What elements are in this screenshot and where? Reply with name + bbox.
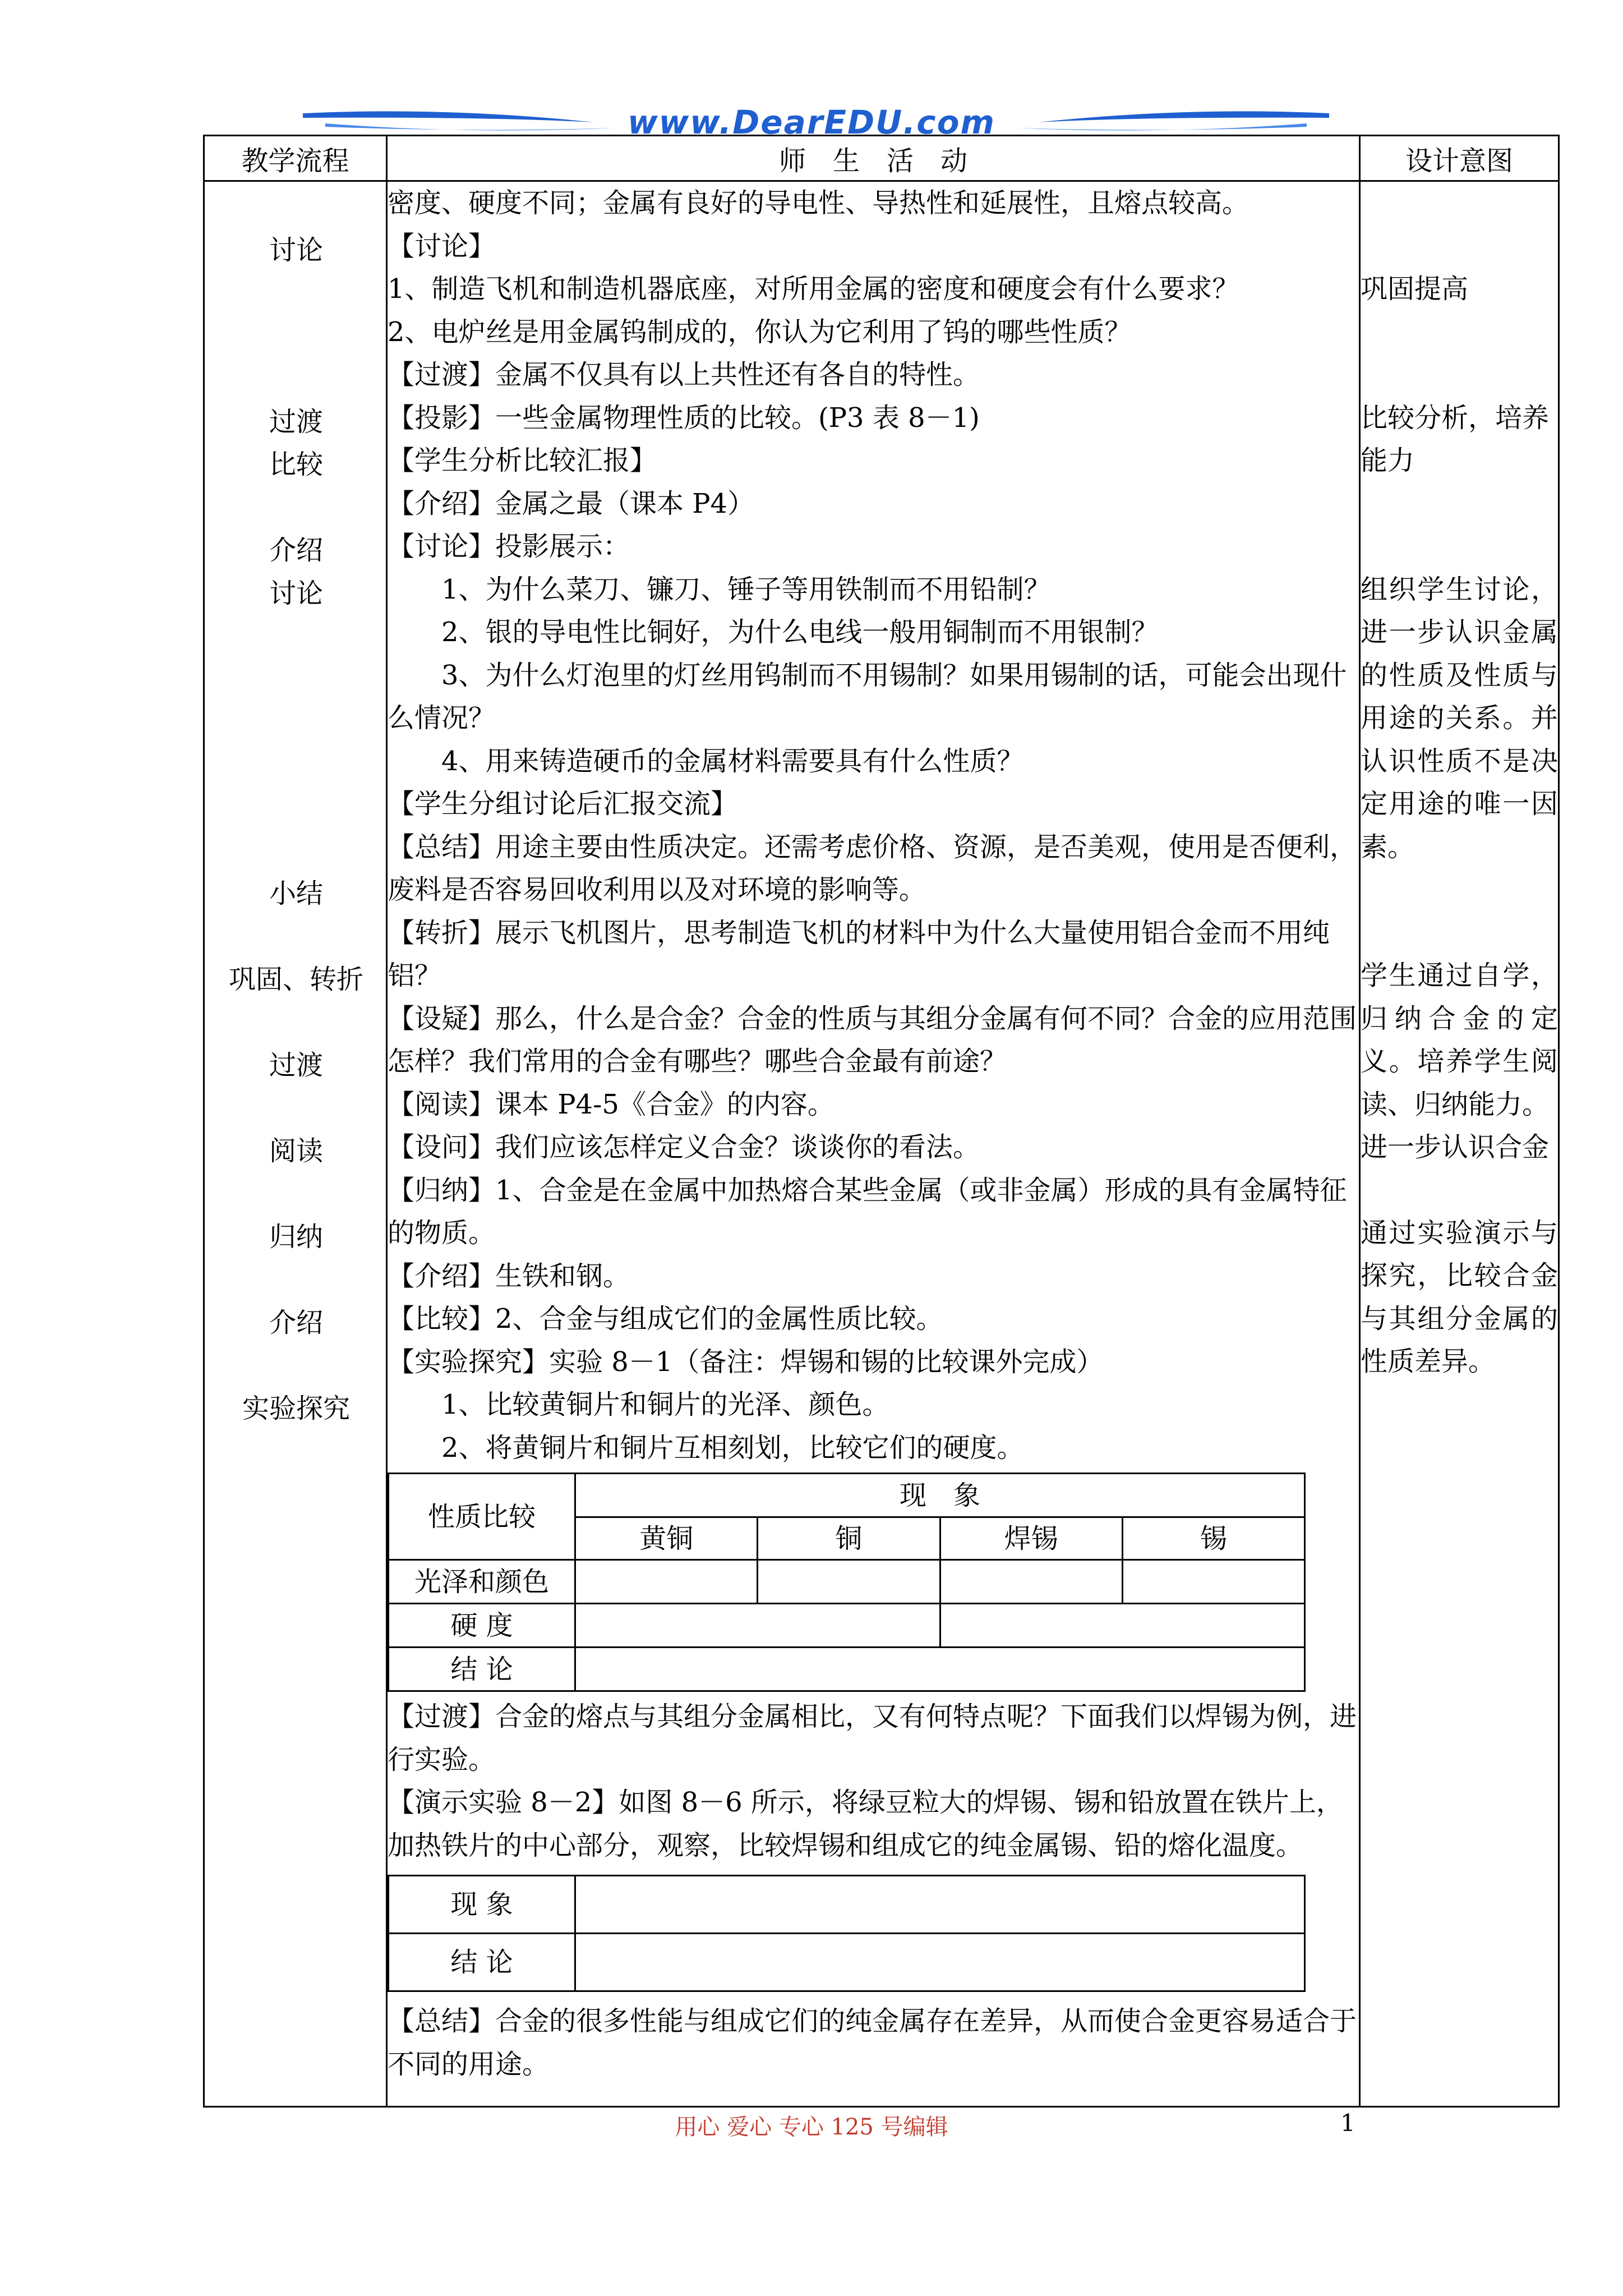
activity-line: 【实验探究】实验 8－1（备注：焊锡和锡的比较课外完成） [388,1346,1104,1378]
flow-label: 过渡 [269,406,323,438]
activity-cell [387,181,1360,2107]
activity-line: 【比较】2、合金与组成它们的金属性质比较。 [388,1303,943,1335]
compare-table [388,1473,1306,1692]
flow-cell [204,181,387,2107]
activity-line: 4、用来铸造硬币的金属材料需要具有什么性质？ [441,745,1024,777]
intent-text: 通过实验演示与探究，比较合金与其组分金属的性质差异。 [1361,1217,1558,1377]
lesson-plan-table [203,135,1560,2108]
flow-label: 阅读 [269,1135,323,1167]
activity-line: 【讨论】投影展示： [388,531,630,562]
activity-line: 【学生分析比较汇报】 [388,445,657,476]
compare-col-header: 锡 [1122,1517,1304,1560]
page-number: 1 [1340,2109,1355,2137]
flow-label: 巩固、转折 [228,964,363,995]
footer-text: 用心 爱心 专心 125 号编辑 [675,2114,948,2140]
intent-text: 组织学生讨论，进一步认识金属的性质及性质与用途的关系。并认识性质不是决定用途的唯一因素。 [1361,573,1558,863]
activity-line: 【设疑】那么，什么是合金？合金的性质与其组分金属有何不同？合金的应用范围怎样？我们常用的合金有哪些？哪些合金最有前途？ [388,1002,1357,1077]
flow-label: 讨论 [269,234,323,266]
col-intent-header: 设计意图 [1360,136,1559,181]
activity-line: 【介绍】生铁和钢。 [388,1260,630,1292]
activity-line: 1、为什么菜刀、镰刀、锤子等用铁制而不用铅制？ [441,573,1051,605]
activity-line: 【总结】合金的很多性能与组成它们的纯金属存在差异，从而使合金更容易适合于不同的用途。 [388,2005,1357,2080]
header-row [204,136,1559,181]
intent-cell [1360,181,1559,2107]
activity-line: 【转折】展示飞机图片，思考制造飞机的材料中为什么大量使用铝合金而不用纯铝？ [388,917,1330,991]
flow-label: 讨论 [269,578,323,609]
demo-row-label: 现 象 [389,1876,575,1934]
col-activity-header: 师 生 活 动 [387,136,1360,181]
compare-cell [575,1648,1305,1691]
compare-col-header: 铜 [758,1517,940,1560]
activity-line: 【投影】一些金属物理性质的比较。(P3 表 8－1) [388,402,980,434]
activity-line: 【阅读】课本 P4-5《合金》的内容。 [388,1088,834,1120]
activity-line: 【演示实验 8－2】如图 8－6 所示，将绿豆粒大的焊锡、锡和铅放置在铁片上，加热铁片的中心部分，观察，比较焊锡和组成它的纯金属锡、铅的熔化温度。 [388,1787,1343,1861]
compare-row-label: 结 论 [389,1648,575,1691]
flow-label: 实验探究 [242,1393,350,1424]
flow-label: 小结 [269,878,323,909]
compare-cell [575,1604,940,1648]
compare-cell [758,1560,940,1604]
activity-line: 【过渡】合金的熔点与其组分金属相比，又有何特点呢？下面我们以焊锡为例，进行实验。 [388,1701,1357,1775]
compare-col-header: 黄铜 [575,1517,758,1560]
activity-line: 1、制造飞机和制造机器底座，对所用金属的密度和硬度会有什么要求？ [388,273,1239,305]
compare-group-header: 现 象 [575,1474,1305,1517]
activity-line: 2、银的导电性比铜好，为什么电线一般用铜制而不用银制？ [441,616,1159,648]
activity-line: 【讨论】 [388,230,496,262]
activity-line: 【总结】用途主要由性质决定。还需考虑价格、资源，是否美观，使用是否便利，废料是否容易回收利用以及对环境的影响等。 [388,831,1357,905]
flow-label: 比较 [269,449,323,480]
compare-cell [940,1560,1122,1604]
flow-label: 介绍 [269,535,323,566]
activity-line: 1、比较黄铜片和铜片的光泽、颜色。 [441,1389,889,1420]
demo-cell [575,1934,1305,1991]
activity-line: 密度、硬度不同；金属有良好的导电性、导热性和延展性，且熔点较高。 [388,187,1249,219]
intent-text: 进一步认识合金 [1361,1131,1550,1163]
activity-line: 2、电炉丝是用金属钨制成的，你认为它利用了钨的哪些性质？ [388,316,1132,348]
flow-label: 过渡 [269,1050,323,1081]
compare-row-label: 光泽和颜色 [389,1560,575,1604]
activity-line: 2、将黄铜片和铜片互相刻划，比较它们的硬度。 [441,1432,1024,1464]
demo-cell [575,1876,1305,1934]
compare-cell [1122,1560,1304,1604]
demo-table [388,1875,1306,1992]
intent-text: 比较分析，培养能力 [1361,402,1550,476]
activity-line: 3、为什么灯泡里的灯丝用钨制而不用锡制？如果用锡制的话，可能会出现什么情况？ [388,659,1347,734]
col-flow-header: 教学流程 [204,136,387,181]
intent-text: 巩固提高 [1361,273,1469,305]
activity-line: 【归纳】1、合金是在金属中加热熔合某些金属（或非金属）形成的具有金属特征的物质。 [388,1174,1347,1249]
compare-col-header: 焊锡 [940,1517,1122,1560]
flow-label: 介绍 [269,1307,323,1338]
compare-row-header: 性质比较 [389,1474,575,1560]
activity-line: 【学生分组讨论后汇报交流】 [388,788,738,820]
content-row [204,181,1559,2107]
compare-row-label: 硬 度 [389,1604,575,1648]
activity-line: 【设问】我们应该怎样定义合金？谈谈你的看法。 [388,1131,980,1163]
demo-row-label: 结 论 [389,1934,575,1991]
compare-cell [575,1560,758,1604]
activity-line: 【过渡】金属不仅具有以上共性还有各自的特性。 [388,359,980,390]
site-logo-text: www.DearEDU.com [628,103,995,141]
activity-line: 【介绍】金属之最（课本 P4） [388,487,755,519]
intent-text: 学生通过自学，归纳合金的定义。培养学生阅读、归纳能力。 [1361,960,1558,1120]
flow-label: 归纳 [269,1221,323,1253]
compare-cell [940,1604,1305,1648]
